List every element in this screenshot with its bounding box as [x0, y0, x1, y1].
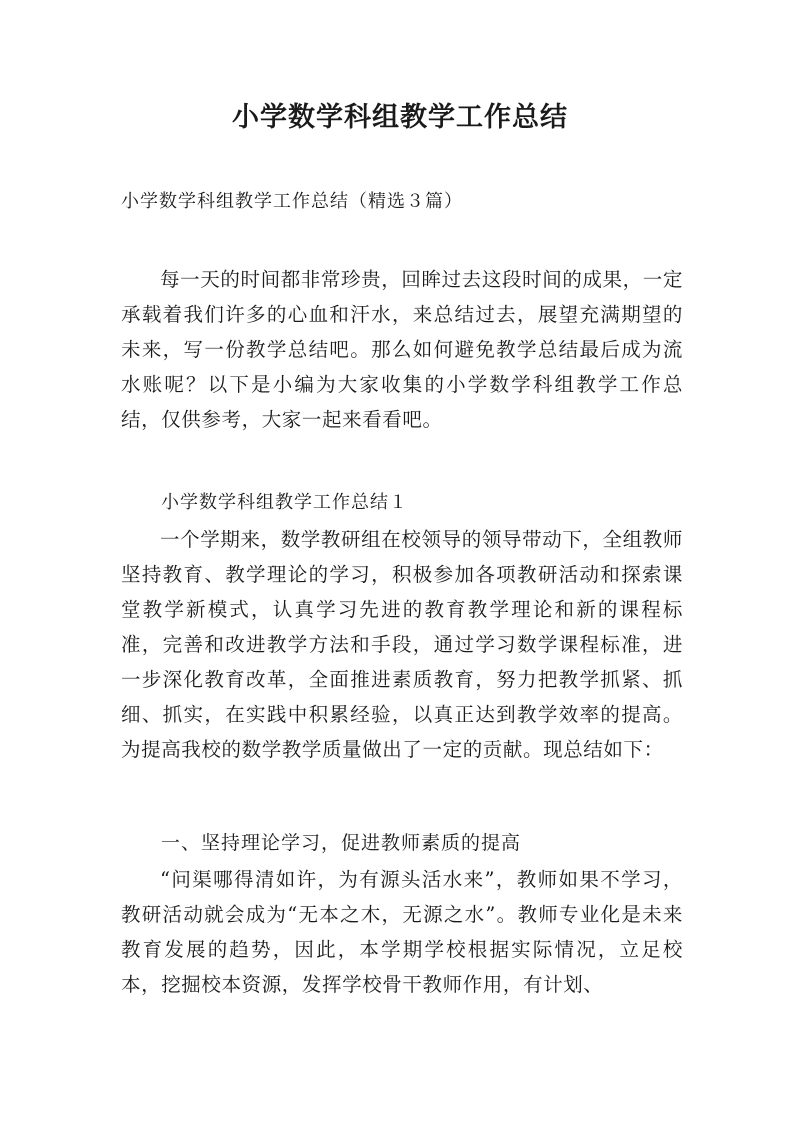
document-title: 小学数学科组教学工作总结 — [232, 102, 568, 133]
intro-paragraph: 每一天的时间都非常珍贵，回眸过去这段时间的成果，一定承载着我们许多的心血和汗水，来总结过去，展望充满期望的未来，写一份教学总结吧。那么如何避免教学总结最后成为流水账呢？以下是小编为大家收集的小学数学科组教学工作总结，仅供参考，大家一起来看看吧。 — [121, 268, 683, 431]
section-subheading: 一、坚持理论学习，促进教师素质的提高 — [161, 832, 522, 854]
document-subtitle: 小学数学科组教学工作总结（精选３篇） — [121, 191, 463, 212]
section-heading: 小学数学科组教学工作总结１ — [161, 492, 408, 513]
body-paragraph: 一个学期来，数学教研组在校领导的领导带动下，全组教师坚持教育、教学理论的学习，积极参加各项教研活动和探索课堂教学新模式，认真学习先进的教育教学理论和新的课程标准，完善和改进教学方法和手段，通过学习数学课程标准，进一步深化教育改革，全面推进素质教育，努力把教学抓紧、抓细、抓实，在实践中积累经验，以真正达到教学效率的提高。为提高我校的数学教学质量做出了一定的贡献。现总结如下： — [121, 528, 683, 761]
body-paragraph: “问渠哪得清如许，为有源头活水来”，教师如果不学习，教研活动就会成为“无本之木，无源之水”。教师专业化是未来教育发展的趋势，因此，本学期学校根据实际情况，立足校本，挖掘校本资源，发挥学校骨干教师作用，有计划、 — [121, 868, 683, 996]
